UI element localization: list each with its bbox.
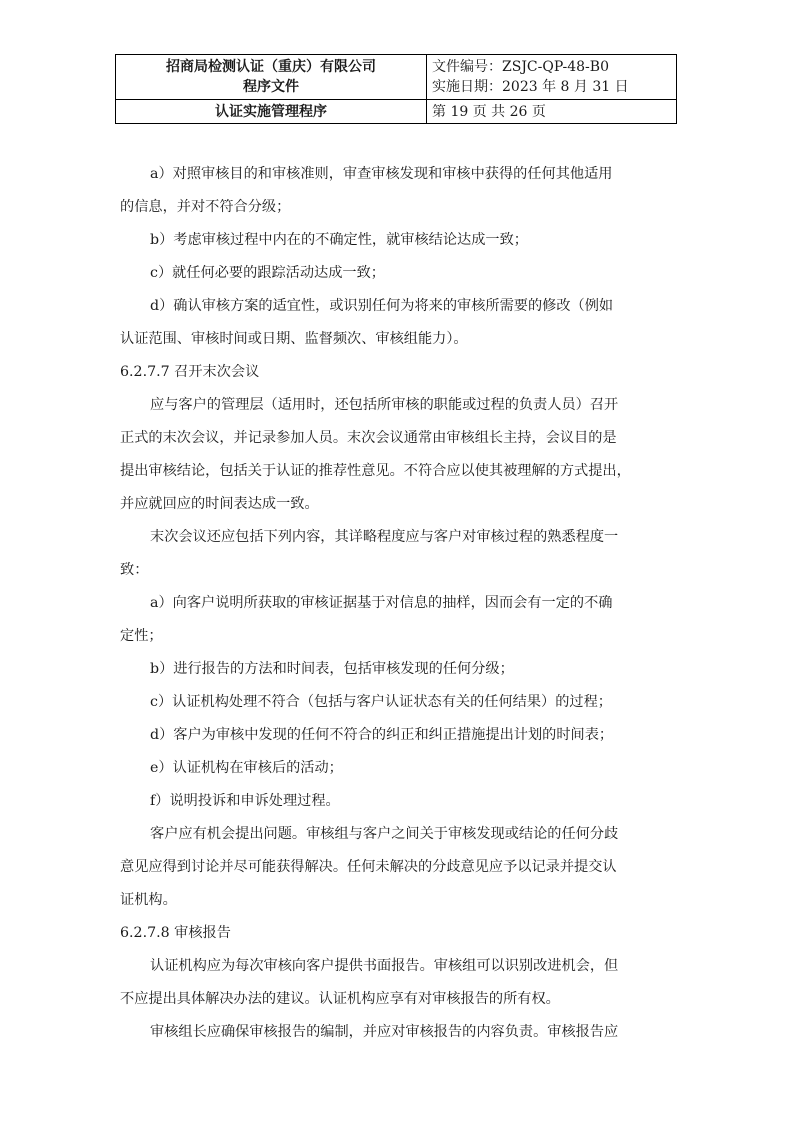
paragraph-line: 不应提出具体解决办法的建议。认证机构应享有对审核报告的所有权。 bbox=[120, 991, 560, 1007]
paragraph-line: 末次会议还应包括下列内容，其详略程度应与客户对审核过程的熟悉程度一 bbox=[150, 529, 619, 545]
paragraph-line: 意见应得到讨论并尽可能获得解决。任何未解决的分歧意见应予以记录并提交认 bbox=[120, 859, 617, 875]
list-item: c）就任何必要的跟踪活动达成一致； bbox=[150, 265, 385, 281]
text-line: 认证范围、审核时间或日期、监督频次、审核组能力）。 bbox=[120, 331, 468, 347]
company-cell bbox=[116, 55, 427, 100]
list-item: b）进行报告的方法和时间表，包括审核发现的任何分级； bbox=[150, 661, 514, 677]
paragraph-line: 应与客户的管理层（适用时，还包括所审核的职能或过程的负责人员）召开 bbox=[150, 397, 619, 413]
paragraph-line: 提出审核结论，包括关于认证的推荐性意见。不符合应以使其被理解的方式提出， bbox=[120, 463, 631, 479]
paragraph-line: 证机构。 bbox=[120, 892, 177, 908]
paragraph-line: 客户应有机会提出问题。审核组与客户之间关于审核发现或结论的任何分歧 bbox=[150, 826, 619, 842]
company-name: 招商局检测认证（重庆）有限公司 bbox=[166, 59, 376, 75]
section-heading: 6.2.7.8 审核报告 bbox=[120, 925, 231, 941]
list-item: a）向客户说明所获取的审核证据基于对信息的抽样，因而会有一定的不确 bbox=[150, 595, 613, 611]
document-body bbox=[120, 158, 680, 1049]
page-info: 第 19 页 共 26 页 bbox=[427, 100, 677, 124]
list-item: c）认证机构处理不符合（包括与客户认证状态有关的任何结果）的过程； bbox=[150, 694, 612, 710]
paragraph-line: 正式的末次会议，并记录参加人员。末次会议通常由审核组长主持，会议目的是 bbox=[120, 430, 617, 446]
paragraph-line: 致： bbox=[120, 562, 149, 578]
document-header-table bbox=[115, 54, 677, 124]
text-line: 的信息，并对不符合分级； bbox=[120, 199, 291, 215]
paragraph-line: 并应就回应的时间表达成一致。 bbox=[120, 496, 319, 512]
paragraph-line: 审核组长应确保审核报告的编制，并应对审核报告的内容负责。审核报告应 bbox=[150, 1024, 619, 1040]
list-item: d）客户为审核中发现的任何不符合的纠正和纠正措施提出计划的时间表； bbox=[150, 727, 614, 743]
document-type: 程序文件 bbox=[243, 79, 299, 95]
list-item: f）说明投诉和申诉处理过程。 bbox=[150, 793, 340, 809]
list-item: a）对照审核目的和审核准则，审查审核发现和审核中获得的任何其他适用 bbox=[150, 166, 613, 182]
list-item: d）确认审核方案的适宜性，或识别任何为将来的审核所需要的修改（例如 bbox=[150, 298, 614, 314]
paragraph-line: 认证机构应为每次审核向客户提供书面报告。审核组可以识别改进机会，但 bbox=[150, 958, 619, 974]
section-heading: 6.2.7.7 召开末次会议 bbox=[120, 364, 260, 380]
procedure-title: 认证实施管理程序 bbox=[116, 100, 427, 124]
text-line: 定性； bbox=[120, 628, 163, 644]
doc-number-cell bbox=[427, 55, 677, 100]
list-item: e）认证机构在审核后的活动； bbox=[150, 760, 343, 776]
document-number: 文件编号：ZSJC-QP-48-B0 bbox=[432, 59, 609, 75]
list-item: b）考虑审核过程中内在的不确定性，就审核结论达成一致； bbox=[150, 232, 528, 248]
implementation-date: 实施日期：2023 年 8 月 31 日 bbox=[432, 79, 629, 95]
